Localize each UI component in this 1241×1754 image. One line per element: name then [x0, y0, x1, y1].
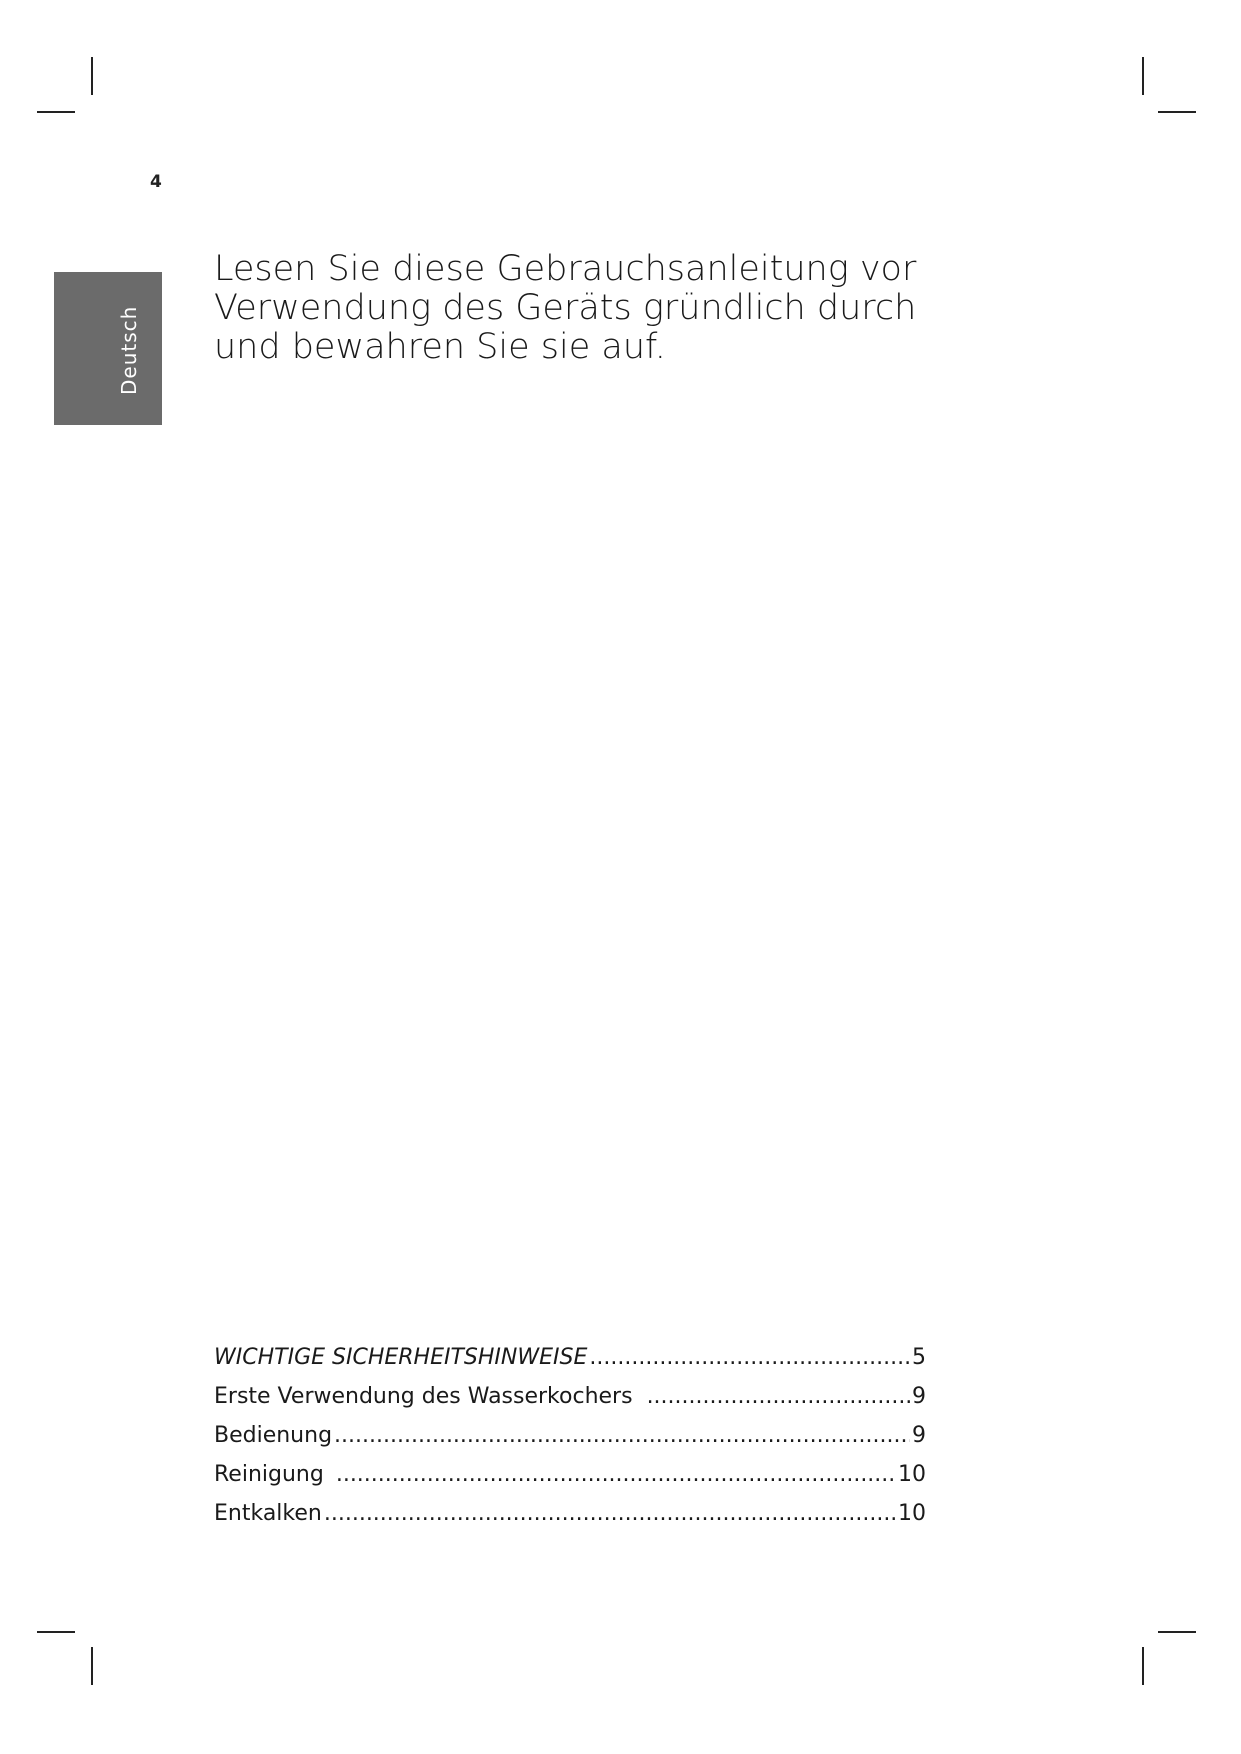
toc-entry-label: Reinigung	[214, 1462, 324, 1487]
toc-entry-label: Bedienung	[214, 1423, 333, 1448]
language-tab	[54, 272, 162, 425]
toc-leader-dots	[647, 1384, 910, 1409]
crop-mark-top-left-vertical	[91, 57, 93, 95]
toc-entry-page: 10	[898, 1462, 926, 1487]
toc-entry-label: Entkalken	[214, 1501, 322, 1526]
crop-mark-bottom-left-vertical	[91, 1647, 93, 1685]
table-of-contents	[214, 1345, 926, 1540]
toc-entry[interactable]	[214, 1384, 926, 1423]
toc-entry-label: WICHTIGE SICHERHEITSHINWEISE	[214, 1345, 588, 1370]
toc-entry[interactable]	[214, 1345, 926, 1384]
toc-leader-dots	[589, 1345, 910, 1370]
toc-leader-dots	[334, 1423, 910, 1448]
toc-leader-dots	[336, 1462, 896, 1487]
toc-entry-page: 10	[898, 1501, 926, 1526]
toc-entry[interactable]	[214, 1501, 926, 1540]
toc-entry[interactable]	[214, 1423, 926, 1462]
toc-entry-label: Erste Verwendung des Wasserkochers	[214, 1384, 633, 1409]
language-tab-label: Deutsch	[117, 305, 141, 395]
toc-leader-dots	[324, 1501, 896, 1526]
toc-entry-page: 5	[912, 1345, 926, 1370]
crop-mark-top-right-horizontal	[1158, 111, 1196, 113]
toc-entry[interactable]	[214, 1462, 926, 1501]
crop-mark-bottom-left-horizontal	[37, 1631, 75, 1633]
crop-mark-bottom-right-vertical	[1142, 1647, 1144, 1685]
toc-entry-page: 9	[912, 1384, 926, 1409]
toc-entry-page: 9	[912, 1423, 926, 1448]
crop-mark-top-left-horizontal	[37, 111, 75, 113]
crop-mark-top-right-vertical	[1142, 57, 1144, 95]
page-number: 4	[150, 172, 162, 192]
crop-mark-bottom-right-horizontal	[1158, 1631, 1196, 1633]
intro-text: Lesen Sie diese Gebrauchsanleitung vor Verwendung des Geräts gründlich durch und bewahren Sie sie auf.	[214, 249, 917, 367]
